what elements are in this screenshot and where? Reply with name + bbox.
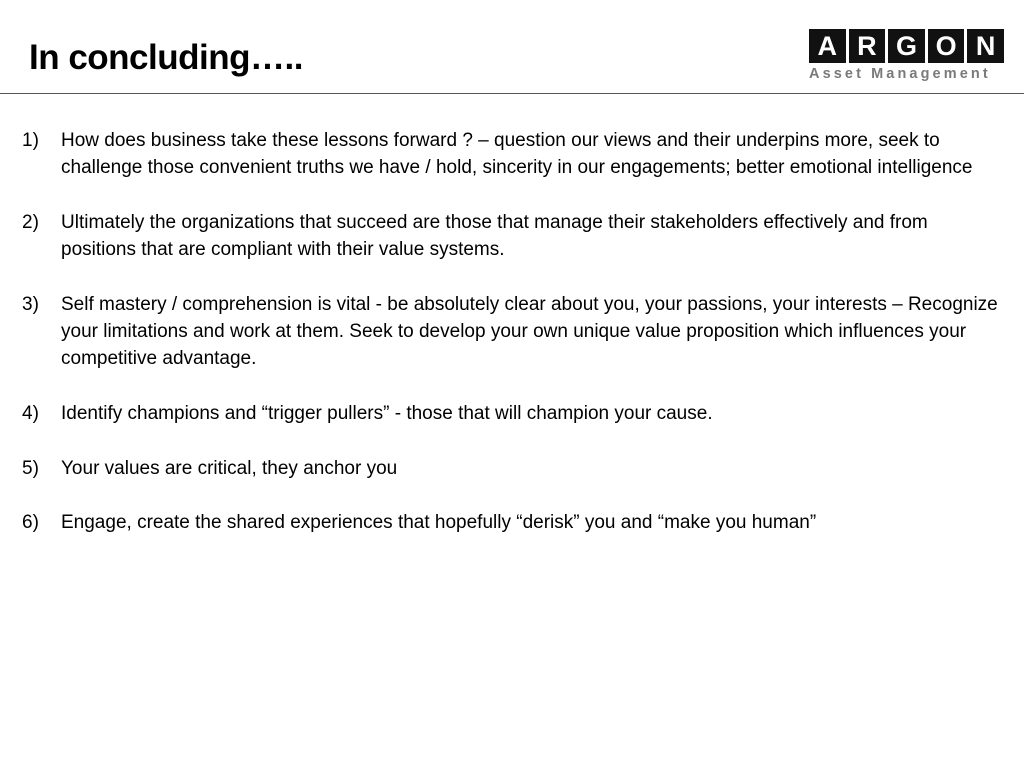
conclusion-list: [22, 127, 1007, 564]
logo-letter: R: [849, 29, 886, 63]
list-item-text: Ultimately the organizations that succeed are those that manage their stakeholders effectively and from positions that are compliant with their value systems.: [61, 211, 928, 261]
list-item: [22, 291, 1007, 373]
list-item-number: 1): [22, 130, 39, 151]
list-item-number: 5): [22, 457, 39, 479]
list-item-text: Self mastery / comprehension is vital - be absolutely clear about you, your passions, your interests – Recognize your limitations and work at them. Seek to develop your own unique value proposition which influences your competitive advantage.: [61, 293, 998, 370]
list-item-text: Identify champions and “trigger pullers” - those that will champion your cause.: [61, 402, 713, 424]
list-item: [22, 455, 1007, 482]
logo-letter: O: [928, 29, 965, 63]
logo-letter: N: [967, 29, 1004, 63]
logo-letter-boxes: [809, 29, 1005, 63]
list-item-number: 3): [22, 293, 39, 315]
argon-logo: [809, 29, 1005, 85]
title-divider: [0, 93, 1024, 94]
slide-title: In concluding…..: [29, 38, 303, 77]
list-item-text: How does business take these lessons forward ? – question our views and their underpins more, seek to challenge those convenient truths we have / hold, sincerity in our engagements; better emotional intelligence: [61, 130, 973, 179]
list-item: [22, 209, 1007, 264]
list-item-text: Engage, create the shared experiences that hopefully “derisk” you and “make you human”: [61, 512, 817, 534]
logo-letter: G: [888, 29, 925, 63]
logo-subtitle: Asset Management: [809, 66, 991, 82]
logo-letter: A: [809, 29, 846, 63]
list-item-number: 6): [22, 512, 39, 534]
list-item-number: 2): [22, 211, 39, 233]
list-item: [22, 509, 1007, 536]
list-item-number: 4): [22, 402, 39, 424]
list-item: [22, 400, 1007, 427]
list-item: [22, 127, 1007, 182]
list-item-text: Your values are critical, they anchor you: [61, 457, 398, 479]
